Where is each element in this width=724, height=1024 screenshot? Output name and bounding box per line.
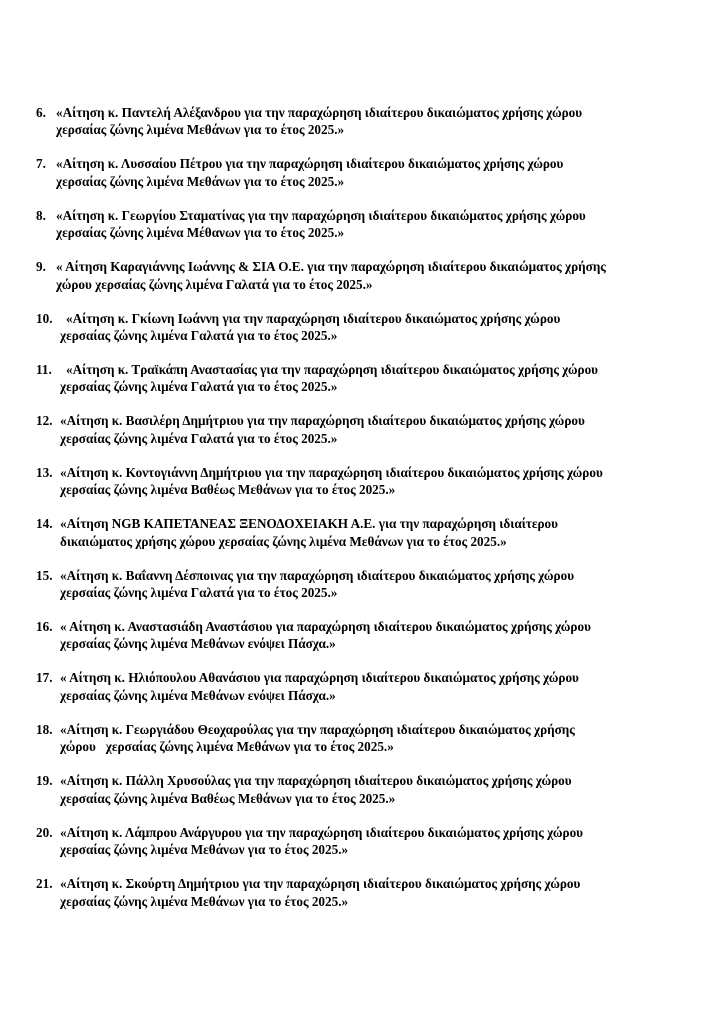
item-text-line: «Αίτηση κ. Παντελή Αλέξανδρου για την παραχώρηση ιδιαίτερου δικαιώματος χρήσης χώρου — [56, 105, 583, 120]
list-item — [36, 618, 686, 653]
list-item — [36, 669, 686, 704]
item-text-line: χερσαίας ζώνης λιμένα Μεθάνων για το έτος 2025.» — [56, 173, 345, 189]
item-text-line: «Αίτηση κ. Τραϊκάπη Αναστασίας για την παραχώρηση ιδιαίτερου δικαιώματος χρήσης χώρου — [66, 362, 599, 378]
item-text-line: «Αίτηση κ. Γεωργιάδου Θεοχαρούλας για την παραχώρηση ιδιαίτερου δικαιώματος χρήσης — [60, 721, 575, 737]
item-text-line: χερσαίας ζώνης λιμένα Μεθάνων για το έτος 2025.» — [56, 122, 345, 138]
item-text-line: «Αίτηση κ. Λάμπρου Ανάργυρου για την παραχώρηση ιδιαίτερου δικαιώματος χρήσης χώρου — [60, 824, 584, 840]
item-number: 16. — [36, 619, 53, 635]
list-item — [36, 772, 686, 807]
item-text-line: «Αίτηση NGB ΚΑΠΕΤΑΝΕΑΣ ΞΕΝΟΔΟΧΕΙΑΚΗ Α.Ε. για την παραχώρηση ιδιαίτερου — [60, 516, 558, 532]
item-text-line: «Αίτηση κ. Γκίωνη Ιωάννη για την παραχώρηση ιδιαίτερου δικαιώματος χρήσης χώρου — [66, 310, 561, 326]
list-item — [36, 464, 686, 499]
item-number: 21. — [36, 876, 53, 892]
agenda-list — [36, 104, 686, 927]
list-item — [36, 361, 686, 396]
item-number: 19. — [36, 773, 53, 789]
item-text-line: χερσαίας ζώνης λιμένα Μεθάνων ενόψει Πάσχα.» — [60, 687, 336, 703]
item-text-line: «Αίτηση κ. Σκούρτη Δημήτριου για την παραχώρηση ιδιαίτερου δικαιώματος χρήσης χώρου — [60, 876, 581, 892]
item-text-line: χερσαίας ζώνης λιμένα Μεθάνων για το έτος 2025.» — [60, 893, 349, 909]
item-text-line: « Αίτηση κ. Αναστασιάδη Αναστάσιου για παραχώρηση ιδιαίτερου δικαιώματος χρήσης χώρου — [60, 619, 591, 635]
list-item — [36, 567, 686, 602]
item-text-line: « Αίτηση Καραγιάννης Ιωάννης & ΣΙΑ Ο.Ε. για την παραχώρηση ιδιαίτερου δικαιώματος χρήσης — [56, 259, 606, 275]
item-number: 9. — [36, 259, 46, 275]
item-text-line: χερσαίας ζώνης λιμένα Μέθανων για το έτος 2025.» — [56, 225, 345, 241]
item-text-line: «Αίτηση κ. Λυσσαίου Πέτρου για την παραχώρηση ιδιαίτερου δικαιώματος χρήσης χώρου — [56, 156, 564, 172]
item-text-line: χώρου χερσαίας ζώνης λιμένα Γαλατά για το έτος 2025.» — [56, 276, 373, 292]
item-number: 13. — [36, 464, 53, 480]
item-text-line: χερσαίας ζώνης λιμένα Βαθέως Μεθάνων για το έτος 2025.» — [60, 482, 396, 498]
list-item — [36, 721, 686, 756]
item-number: 14. — [36, 516, 53, 532]
list-item — [36, 155, 686, 190]
item-text-line: «Αίτηση κ. Κοντογιάννη Δημήτριου για την παραχώρηση ιδιαίτερου δικαιώματος χρήσης χώρου — [60, 464, 603, 480]
list-item — [36, 824, 686, 859]
list-item — [36, 207, 686, 242]
item-number: 7. — [36, 156, 46, 172]
list-item — [36, 104, 686, 139]
item-number: 15. — [36, 567, 53, 583]
item-text-line: χώρου χερσαίας ζώνης λιμένα Μεθάνων για το έτος 2025.» — [60, 739, 394, 755]
list-item — [36, 310, 686, 345]
item-text-line: «Αίτηση κ. Βασιλέρη Δημήτριου για την παραχώρηση ιδιαίτερου δικαιώματος χρήσης χώρου — [60, 413, 585, 429]
item-text-line: χερσαίας ζώνης λιμένα Βαθέως Μεθάνων για το έτος 2025.» — [60, 790, 396, 806]
item-number: 10. — [36, 310, 53, 326]
item-text-line: χερσαίας ζώνης λιμένα Γαλατά για το έτος 2025.» — [60, 430, 338, 446]
item-number: 11. — [36, 362, 52, 378]
item-number: 18. — [36, 721, 53, 737]
item-text-line: χερσαίας ζώνης λιμένα Γαλατά για το έτος 2025.» — [60, 585, 338, 601]
item-text-line: « Αίτηση κ. Ηλιόπουλου Αθανάσιου για παραχώρηση ιδιαίτερου δικαιώματος χρήσης χώρου — [60, 670, 579, 686]
item-text-line: χερσαίας ζώνης λιμένα Γαλατά για το έτος 2025.» — [60, 379, 338, 395]
item-text-line: χερσαίας ζώνης λιμένα Μεθάνων ενόψει Πάσχα.» — [60, 636, 336, 652]
list-item — [36, 515, 686, 550]
item-text-line: δικαιώματος χρήσης χώρου χερσαίας ζώνης λιμένα Μεθάνων για το έτος 2025.» — [60, 533, 507, 549]
item-text-line: «Αίτηση κ. Πάλλη Χρυσούλας για την παραχώρηση ιδιαίτερου δικαιώματος χρήσης χώρου — [60, 773, 572, 789]
list-item — [36, 412, 686, 447]
item-text-line: «Αίτηση κ. Βαΐαννη Δέσποινας για την παραχώρηση ιδιαίτερου δικαιώματος χρήσης χώρου — [60, 567, 575, 583]
item-text-line: χερσαίας ζώνης λιμένα Μεθάνων για το έτος 2025.» — [60, 842, 349, 858]
list-item — [36, 875, 686, 910]
item-text-line: χερσαίας ζώνης λιμένα Γαλατά για το έτος 2025.» — [60, 328, 338, 344]
item-number: 20. — [36, 824, 53, 840]
item-number: 8. — [36, 207, 46, 223]
item-number: 12. — [36, 413, 53, 429]
item-number: 6. — [36, 105, 46, 120]
item-number: 17. — [36, 670, 53, 686]
list-item — [36, 258, 686, 293]
item-text-line: «Αίτηση κ. Γεωργίου Σταματίνας για την παραχώρηση ιδιαίτερου δικαιώματος χρήσης χώρου — [56, 207, 586, 223]
